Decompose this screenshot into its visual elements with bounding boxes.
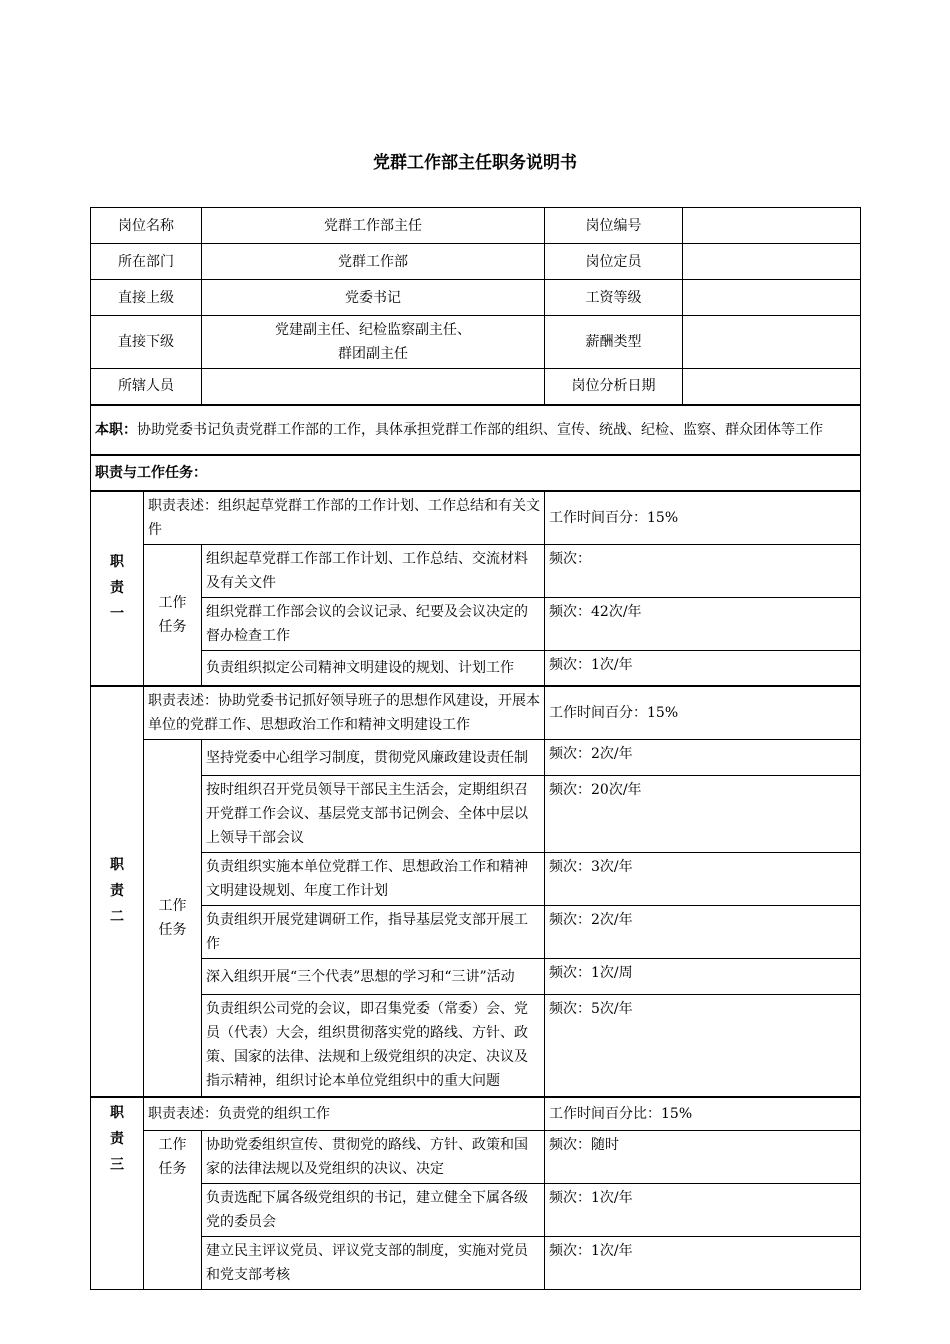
duty1-label-char: 一 — [110, 606, 124, 623]
duty1-task-label — [144, 544, 202, 686]
task-label-line: 任务 — [158, 618, 187, 635]
task-frequency: 频次：1次/周 — [545, 959, 861, 995]
duty1-label-char: 职 — [110, 554, 124, 571]
task-text: 组织党群工作部会议的会议记录、纪要及会议决定的督办检查工作 — [202, 597, 545, 650]
analysis-date-value — [683, 369, 861, 405]
task-text: 负责组织公司党的会议，即召集党委（常委）会、党员（代表）大会，组织贯彻落实党的路线、方针、政策、国家的法律、法规和上级党组织的决定、决议及指示精神，组织讨论本单位党组织中的重大问题 — [202, 995, 545, 1097]
task-frequency: 频次：1次/年 — [545, 650, 861, 686]
task-text: 组织起草党群工作部工作计划、工作总结、交流材料及有关文件 — [202, 544, 545, 597]
pay-type-label: 薪酬类型 — [545, 316, 683, 369]
duty2-label-char: 职 — [110, 857, 124, 874]
main-role-row — [91, 405, 861, 455]
task-text: 负责组织开展党建调研工作，指导基层党支部开展工作 — [202, 906, 545, 959]
task-frequency: 频次：20次/年 — [545, 776, 861, 853]
task-label-line: 任务 — [158, 921, 187, 938]
main-role-text: 协助党委书记负责党群工作部的工作，具体承担党群工作部的组织、宣传、统战、纪检、监察、群众团体等工作 — [137, 421, 823, 438]
post-name-value: 党群工作部主任 — [202, 208, 545, 244]
job-description-table — [90, 207, 860, 1290]
post-number-value — [683, 208, 861, 244]
department-label: 所在部门 — [91, 244, 202, 280]
task-row — [91, 1131, 861, 1184]
task-row — [91, 959, 861, 995]
task-text: 负责组织拟定公司精神文明建设的规划、计划工作 — [202, 650, 545, 686]
headcount-label: 岗位定员 — [545, 244, 683, 280]
duty1-description-row — [91, 491, 861, 545]
task-row — [91, 906, 861, 959]
duty3-description: 职责表述：负责党的组织工作 — [144, 1097, 545, 1131]
task-text: 深入组织开展“三个代表”思想的学习和“三讲”活动 — [202, 959, 545, 995]
duty2-task-label — [144, 740, 202, 1097]
post-number-label: 岗位编号 — [545, 208, 683, 244]
duty3-task-label — [144, 1131, 202, 1290]
task-frequency: 频次：随时 — [545, 1131, 861, 1184]
task-row — [91, 597, 861, 650]
task-frequency: 频次：5次/年 — [545, 995, 861, 1097]
subordinate-value-line2: 群团副主任 — [338, 346, 408, 362]
duty1-label-char: 责 — [110, 580, 124, 597]
subordinate-value — [202, 316, 545, 369]
task-frequency: 频次：1次/年 — [545, 1237, 861, 1290]
task-label-line: 工作 — [158, 594, 187, 611]
subordinate-label: 直接下级 — [91, 316, 202, 369]
task-row — [91, 853, 861, 906]
task-frequency: 频次：3次/年 — [545, 853, 861, 906]
task-text: 负责选配下属各级党组织的书记，建立健全下属各级党的委员会 — [202, 1184, 545, 1237]
duty3-label-char: 职 — [110, 1104, 124, 1121]
duty2-label-char: 责 — [110, 883, 124, 900]
task-frequency: 频次：42次/年 — [545, 597, 861, 650]
staff-label: 所辖人员 — [91, 369, 202, 405]
info-row — [91, 208, 861, 244]
duty2-description-row — [91, 686, 861, 740]
task-text: 坚持党委中心组学习制度，贯彻党风廉政建设责任制 — [202, 740, 545, 776]
task-frequency: 频次： — [545, 544, 861, 597]
superior-label: 直接上级 — [91, 280, 202, 316]
info-row — [91, 316, 861, 369]
main-role-cell — [91, 405, 861, 455]
info-row — [91, 280, 861, 316]
duty3-label-char: 责 — [110, 1130, 124, 1147]
info-row — [91, 369, 861, 405]
post-name-label: 岗位名称 — [91, 208, 202, 244]
task-row — [91, 995, 861, 1097]
duties-header-row — [91, 455, 861, 491]
task-row — [91, 1237, 861, 1290]
task-frequency: 频次：2次/年 — [545, 906, 861, 959]
task-text: 建立民主评议党员、评议党支部的制度，实施对党员和党支部考核 — [202, 1237, 545, 1290]
department-value: 党群工作部 — [202, 244, 545, 280]
task-label-line: 工作 — [158, 897, 187, 914]
salary-grade-value — [683, 280, 861, 316]
duty1-description: 职责表述：组织起草党群工作部的工作计划、工作总结和有关文件 — [144, 491, 545, 545]
task-text: 负责组织实施本单位党群工作、思想政治工作和精神文明建设规划、年度工作计划 — [202, 853, 545, 906]
duty1-time: 工作时间百分：15% — [545, 491, 861, 545]
duty2-description: 职责表述：协助党委书记抓好领导班子的思想作风建设，开展本单位的党群工作、思想政治工作和精神文明建设工作 — [144, 686, 545, 740]
info-row — [91, 244, 861, 280]
duties-header: 职责与工作任务： — [91, 455, 861, 491]
duty2-time: 工作时间百分：15% — [545, 686, 861, 740]
duty2-label — [91, 686, 144, 1097]
task-row — [91, 544, 861, 597]
task-row — [91, 740, 861, 776]
duty3-time: 工作时间百分比：15% — [545, 1097, 861, 1131]
duty3-label — [91, 1097, 144, 1290]
superior-value: 党委书记 — [202, 280, 545, 316]
staff-value — [202, 369, 545, 405]
task-text: 协助党委组织宣传、贯彻党的路线、方针、政策和国家的法律法规以及党组织的决议、决定 — [202, 1131, 545, 1184]
analysis-date-label: 岗位分析日期 — [545, 369, 683, 405]
document-title: 党群工作部主任职务说明书 — [373, 153, 577, 173]
task-label-line: 工作 — [158, 1137, 187, 1153]
task-row — [91, 776, 861, 853]
task-label-line: 任务 — [158, 1161, 187, 1177]
headcount-value — [683, 244, 861, 280]
task-text: 按时组织召开党员领导干部民主生活会，定期组织召开党群工作会议、基层党支部书记例会、全体中层以上领导干部会议 — [202, 776, 545, 853]
subordinate-value-line1: 党建副主任、纪检监察副主任、 — [275, 322, 471, 338]
task-frequency: 频次：2次/年 — [545, 740, 861, 776]
task-row — [91, 1184, 861, 1237]
duty3-description-row — [91, 1097, 861, 1131]
task-frequency: 频次：1次/年 — [545, 1184, 861, 1237]
pay-type-value — [683, 316, 861, 369]
duty2-label-char: 二 — [110, 909, 124, 926]
task-row — [91, 650, 861, 686]
salary-grade-label: 工资等级 — [545, 280, 683, 316]
duty3-label-char: 三 — [110, 1156, 124, 1173]
duty1-label — [91, 491, 144, 687]
main-role-label: 本职： — [95, 421, 137, 438]
